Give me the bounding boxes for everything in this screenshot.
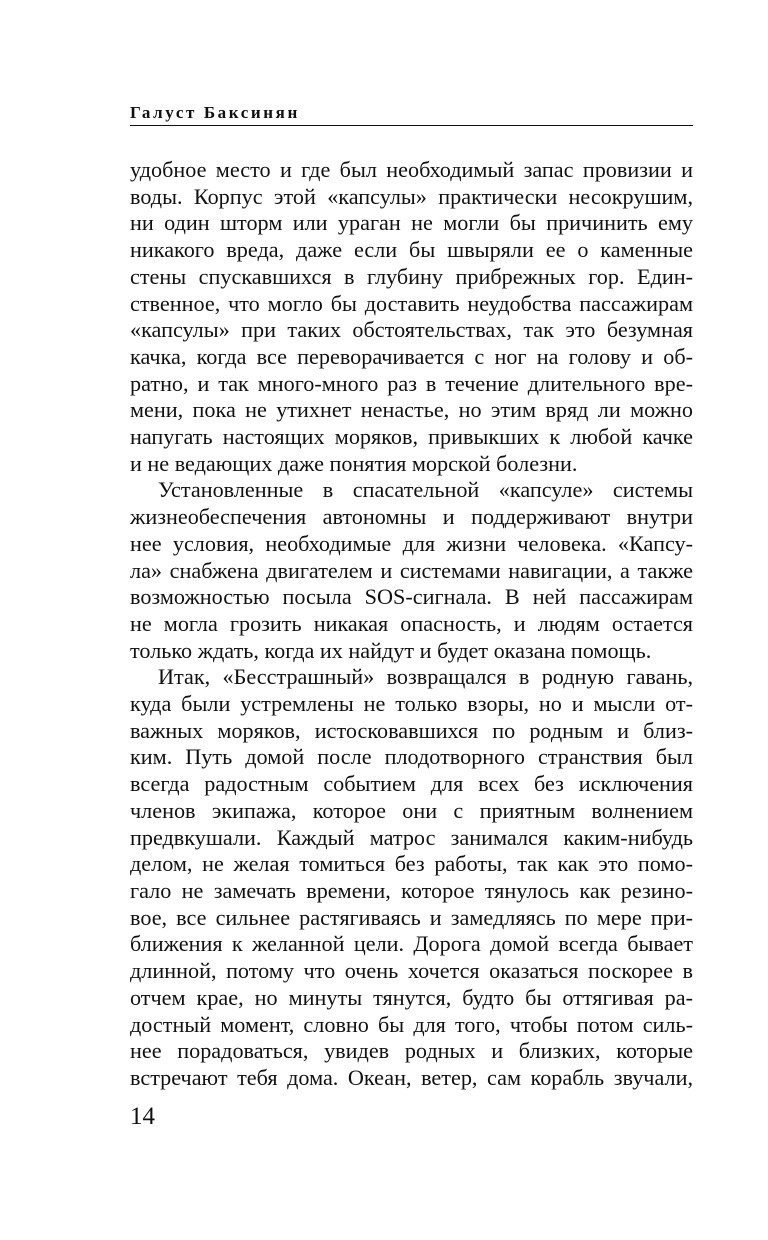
running-head: Галуст Баксинян bbox=[130, 103, 300, 122]
text-line: никакого вреда, даже если бы швыряли ее о каменные bbox=[130, 237, 693, 263]
text-line: возможностью посыла SOS-сигнала. В ней пассажирам bbox=[130, 584, 693, 610]
text-line: Установленные в спасательной «капсуле» системы bbox=[158, 477, 693, 503]
header-rule bbox=[130, 125, 693, 126]
text-line: жизнеобеспечения автономны и поддерживают внутри bbox=[130, 504, 693, 530]
text-line: нее условия, необходимые для жизни человека. «Капсу- bbox=[130, 530, 693, 556]
paragraph-3 bbox=[130, 664, 693, 1091]
text-line: нее порадоваться, увидев родных и близких, которые bbox=[130, 1038, 693, 1064]
text-line: встречают тебя дома. Океан, ветер, сам корабль звучали, bbox=[130, 1064, 693, 1090]
text-line: только ждать, когда их найдут и будет оказана помощь. bbox=[130, 637, 652, 663]
text-line: мени, пока не утихнет ненастье, но этим вряд ли можно bbox=[130, 397, 693, 423]
page-number: 14 bbox=[130, 1103, 155, 1130]
text-line: вое, все сильнее растягиваясь и замедляясь по мере при- bbox=[130, 904, 693, 930]
text-line: длинной, потому что очень хочется оказаться поскорее в bbox=[130, 958, 693, 984]
text-line: воды. Корпус этой «капсулы» практически несокрушим, bbox=[130, 183, 693, 209]
text-line: Итак, «Бесстрашный» возвращался в родную гавань, bbox=[158, 664, 693, 690]
text-line: не могла грозить никакая опасность, и людям остается bbox=[130, 610, 693, 636]
text-line: всегда радостным событием для всех без исключения bbox=[130, 771, 693, 797]
paragraph-2 bbox=[130, 477, 693, 664]
text-line: и не ведающих даже понятия морской болезни. bbox=[130, 450, 578, 476]
text-line: отчем крае, но минуты тянутся, будто бы оттягивая ра- bbox=[130, 984, 693, 1010]
text-line: важных моряков, истосковавшихся по родным и близ- bbox=[130, 717, 693, 743]
text-line: ни один шторм или ураган не могли бы причинить ему bbox=[130, 210, 693, 236]
text-line: гало не замечать времени, которое тянулось как резино- bbox=[130, 877, 693, 903]
text-line: ла» снабжена двигателем и системами навигации, а также bbox=[130, 557, 693, 583]
text-line: напугать настоящих моряков, привыкших к любой качке bbox=[130, 424, 693, 450]
text-line: членов экипажа, которое они с приятным волнением bbox=[130, 797, 693, 823]
body-text bbox=[130, 157, 693, 1092]
text-line: предвкушали. Каждый матрос занимался каким-нибудь bbox=[130, 824, 693, 850]
text-line: куда были устремлены не только взоры, но и мысли от- bbox=[130, 691, 693, 717]
text-line: достный момент, словно бы для того, чтобы потом силь- bbox=[130, 1011, 693, 1037]
text-line: делом, не желая томиться без работы, так как это помо- bbox=[130, 851, 693, 877]
text-line: удобное место и где был необходимый запас провизии и bbox=[130, 157, 693, 182]
paragraph-1 bbox=[130, 157, 693, 477]
text-line: ратно, и так много-много раз в течение длительного вре- bbox=[130, 370, 693, 396]
text-line: стены спускавшихся в глубину прибрежных гор. Един- bbox=[130, 263, 693, 289]
text-line: ким. Путь домой после плодотворного странствия был bbox=[130, 744, 693, 770]
text-line: ственное, что могло бы доставить неудобства пассажирам bbox=[130, 290, 693, 316]
text-line: ближения к желанной цели. Дорога домой всегда бывает bbox=[130, 931, 693, 957]
text-line: качка, когда все переворачивается с ног на голову и об- bbox=[130, 343, 693, 369]
text-line: «капсулы» при таких обстоятельствах, так это безумная bbox=[130, 317, 693, 343]
